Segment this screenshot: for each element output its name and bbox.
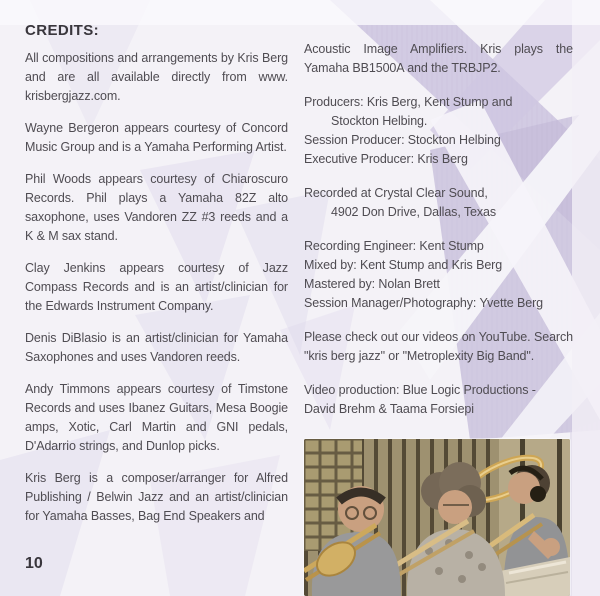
youtube-note: Please check out our videos on YouTube. Search "kris berg jazz" or "Metroplexity Big Band". <box>304 330 573 363</box>
production-column <box>304 40 573 434</box>
video-production-line: Video production: Blue Logic Productions - <box>304 383 536 397</box>
credits-paragraph-diblasio: Denis DiBlasio is an artist/clinician for Yamaha Saxophones and uses Vandoren reeds. <box>25 331 288 364</box>
session-producer-line: Session Producer: Stockton Helbing <box>304 133 501 147</box>
credits-column <box>25 22 288 539</box>
credits-paragraph-bergeron: Wayne Bergeron appears courtesy of Concord Music Group and is a Yamaha Performing Artist. <box>25 121 288 154</box>
credits-paragraph-jenkins: Clay Jenkins appears courtesy of Jazz Compass Records and is an artist/clinician for the Edwards Instrument Company. <box>25 261 288 313</box>
credits-paragraph-compositions: All compositions and arrangements by Kris Berg and are all available directly from www. krisbergjazz.com. <box>25 51 288 103</box>
credits-paragraph-kris-berg: Kris Berg is a composer/arranger for Alfred Publishing / Belwin Jazz and an artist/clinician for Yamaha Basses, Bag End Speakers and <box>25 471 288 523</box>
recorded-at-line: Recorded at Crystal Clear Sound, <box>304 186 488 200</box>
mixed-by-line: Mixed by: Kent Stump and Kris Berg <box>304 258 503 272</box>
engineering-block <box>304 237 573 313</box>
recording-location-block <box>304 184 573 222</box>
producers-continuation: Stockton Helbing. <box>331 114 428 128</box>
credits-paragraph-woods: Phil Woods appears courtesy of Chiaroscuro Records. Phil plays a Yamaha 82Z alto saxophone, uses Vandoren ZZ #3 reeds and a K & M sax stand. <box>25 172 288 243</box>
trombone-section-photo <box>304 439 570 596</box>
producers-line: Producers: Kris Berg, Kent Stump and <box>304 95 513 109</box>
producers-block <box>304 93 573 169</box>
page-number: 10 <box>25 555 43 572</box>
credits-paragraph-amplifiers: Acoustic Image Amplifiers. Kris plays the Yamaha BB1500A and the TRBJP2. <box>304 42 573 75</box>
credits-heading: CREDITS: <box>25 22 100 39</box>
video-production-block <box>304 381 573 419</box>
mastered-by-line: Mastered by: Nolan Brett <box>304 277 440 291</box>
video-producers-line: David Brehm & Taama Forsiepi <box>304 402 474 416</box>
session-manager-line: Session Manager/Photography: Yvette Berg <box>304 296 543 310</box>
credits-paragraph-timmons: Andy Timmons appears courtesy of Timstone Records and uses Ibanez Guitars, Mesa Boogie amps, Xotic, Carl Martin and GNI pedals, D'Adarrio strings, and Dunlop picks. <box>25 382 288 453</box>
studio-address-line: 4902 Don Drive, Dallas, Texas <box>331 205 497 219</box>
executive-producer-line: Executive Producer: Kris Berg <box>304 152 468 166</box>
recording-engineer-line: Recording Engineer: Kent Stump <box>304 239 484 253</box>
